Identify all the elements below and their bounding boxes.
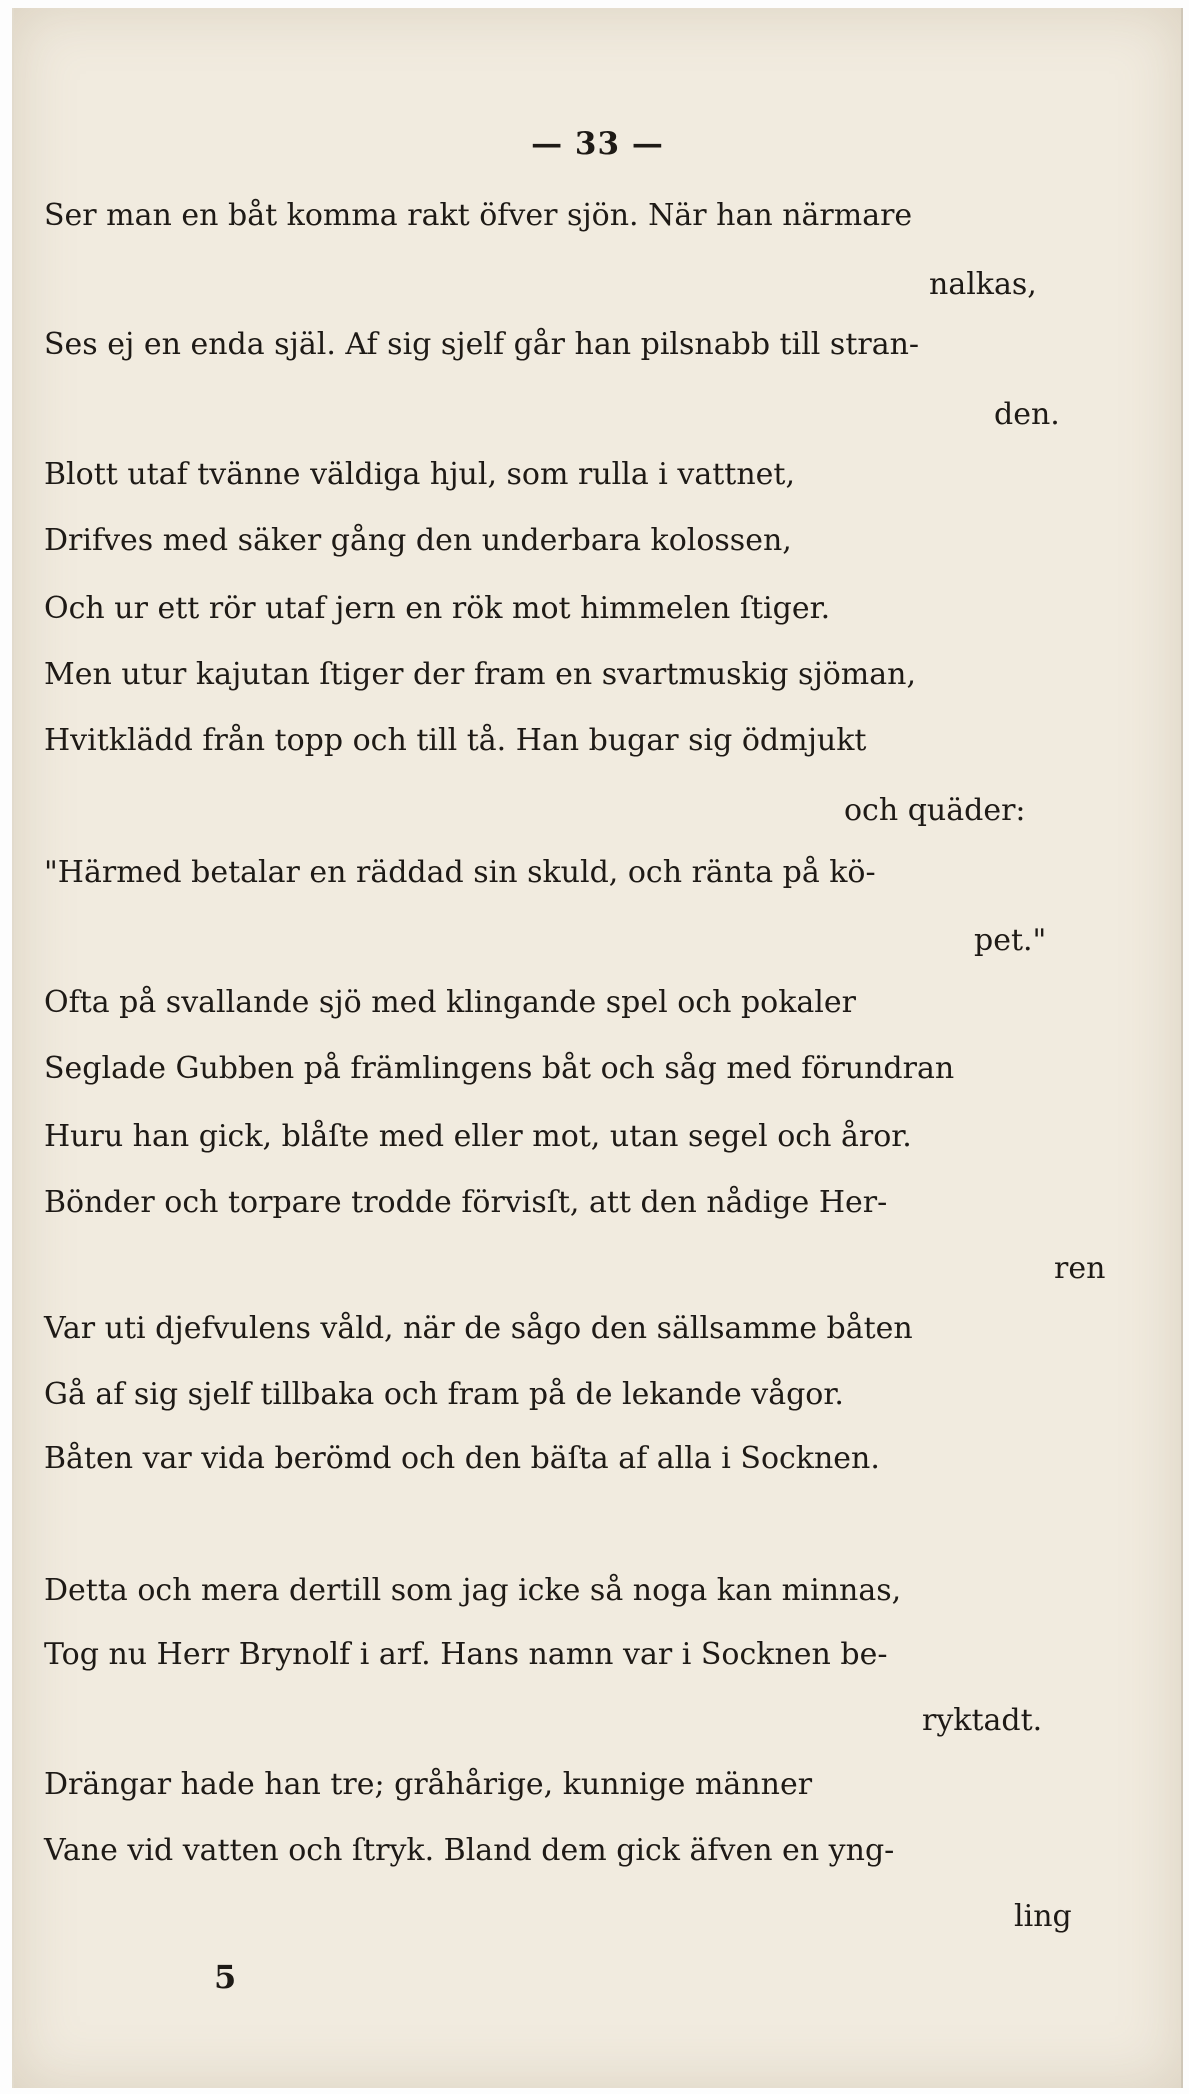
text-line: Vane vid vatten och ſtryk. Bland dem gick äfven en yng- [44,1833,895,1868]
book-page [12,8,1183,2088]
text-line-continuation: ren [1054,1251,1106,1286]
text-line: Seglade Gubben på främlingens båt och såg med förundran [44,1051,955,1086]
text-line-continuation: och quäder: [844,793,1026,828]
text-line-continuation: ling [1014,1899,1072,1934]
text-line: Hvitklädd från topp och till tå. Han bugar sig ödmjukt [44,723,867,758]
page-number: — 33 — [531,126,664,162]
text-line: Var uti djefvulens våld, när de sågo den sällsamme båten [44,1311,913,1346]
text-line: Huru han gick, blåſte med eller mot, utan segel och åror. [44,1119,912,1154]
signature-mark: 5 [214,1958,237,1996]
text-line-continuation: pet." [974,923,1047,958]
text-line: Ser man en båt komma rakt öfver sjön. När han närmare [44,198,913,233]
text-line-continuation: ryktadt. [922,1703,1043,1738]
text-line: Ses ej en enda själ. Af sig sjelf går han pilsnabb till stran- [44,327,920,362]
text-line: Ofta på svallande sjö med klingande spel och pokaler [44,985,856,1020]
text-line: Drifves med säker gång den underbara kolossen, [44,523,792,558]
text-line: Och ur ett rör utaf jern en rök mot himmelen ſtiger. [44,591,831,626]
text-line: "Härmed betalar en räddad sin skuld, och ränta på kö- [44,855,876,890]
text-line: Bönder och torpare trodde förvisſt, att den nådige Her- [44,1185,888,1220]
text-line: Gå af sig sjelf tillbaka och fram på de lekande vågor. [44,1377,844,1412]
text-line-continuation: nalkas, [929,267,1037,302]
text-line: Blott utaf tvänne väldiga hjul, som rulla i vattnet, [44,457,795,492]
text-line: Drängar hade han tre; gråhårige, kunnige männer [44,1767,813,1802]
text-line: Tog nu Herr Brynolf i arf. Hans namn var i Socknen be- [44,1637,888,1672]
text-line: Båten var vida berömd och den bäſta af alla i Socknen. [44,1441,880,1476]
text-line: Detta och mera dertill som jag icke så noga kan minnas, [44,1573,902,1608]
text-line: Men utur kajutan ſtiger der fram en svartmuskig sjöman, [44,657,916,692]
text-line-continuation: den. [994,397,1060,432]
